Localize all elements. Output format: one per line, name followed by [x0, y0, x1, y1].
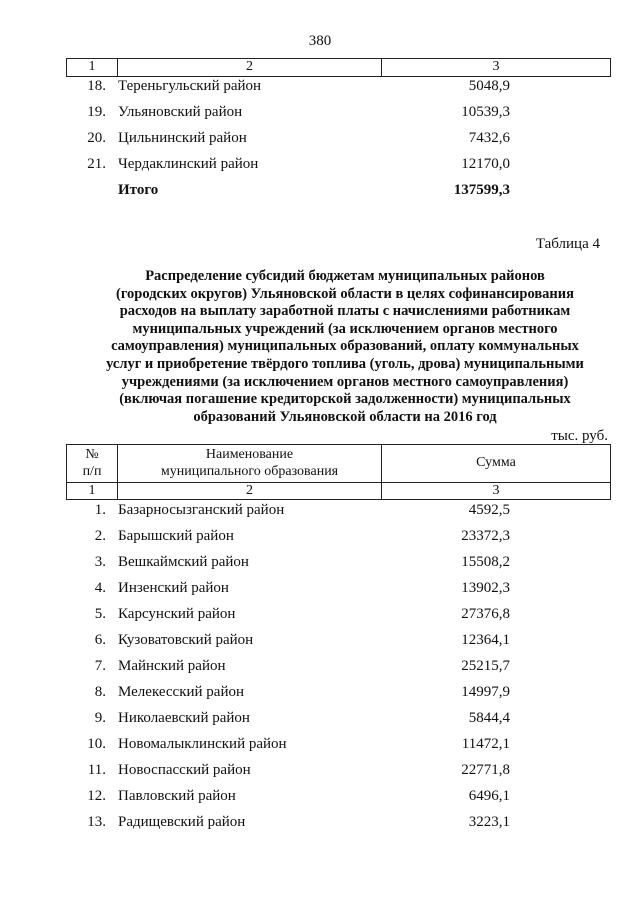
unit-label: тыс. руб. [551, 428, 608, 444]
row-value: 12170,0 [461, 156, 510, 172]
row-value: 13902,3 [461, 580, 510, 596]
total-value: 137599,3 [453, 182, 510, 198]
row-name: Чердаклинский район [118, 156, 259, 172]
table-row [0, 606, 640, 628]
table-row [0, 658, 640, 680]
row-number: 19. [87, 104, 106, 120]
row-number: 5. [94, 606, 106, 622]
row-number: 20. [87, 130, 106, 146]
row-number: 1. [94, 502, 106, 518]
row-name: Инзенский район [118, 580, 229, 596]
table-title [75, 268, 615, 426]
table-row [0, 130, 640, 152]
header-number-line1: № [85, 447, 99, 463]
title-line: учреждениями (за исключением органов местного самоуправления) [121, 373, 569, 390]
row-value: 7432,6 [468, 130, 510, 146]
numbering-col-1: 1 [67, 483, 118, 500]
row-name: Павловский район [118, 788, 236, 804]
table-row [0, 104, 640, 126]
header-number-line2: п/п [82, 463, 102, 479]
table-row [0, 156, 640, 178]
title-line: самоуправления) муниципальных образований, оплату коммунальных [111, 338, 579, 355]
row-number: 18. [87, 78, 106, 94]
row-number: 4. [94, 580, 106, 596]
row-name: Майнский район [118, 658, 226, 674]
table-row [0, 736, 640, 758]
table-row [0, 814, 640, 836]
top-header-col-3: 3 [382, 59, 611, 77]
table-row [0, 502, 640, 524]
title-line: Распределение субсидий бюджетам муниципальных районов [145, 268, 545, 284]
table-row [0, 788, 640, 810]
row-value: 4592,5 [468, 502, 510, 518]
row-number: 10. [87, 736, 106, 752]
top-table-header [66, 58, 611, 77]
table-row [0, 762, 640, 784]
row-value: 11472,1 [461, 736, 510, 752]
title-line: услуг и приобретение твёрдого топлива (уголь, дрова) муниципальными [106, 355, 584, 372]
row-value: 10539,3 [461, 104, 510, 120]
row-number: 13. [87, 814, 106, 830]
title-line: образований Ульяновской области на 2016 год [193, 408, 497, 425]
row-name: Барышский район [118, 528, 234, 544]
row-name: Тереньгульский район [118, 78, 262, 94]
top-header-col-2: 2 [118, 59, 382, 77]
title-line: расходов на выплату заработной платы с начислениями работникам [119, 303, 571, 320]
row-number: 6. [94, 632, 106, 648]
row-value: 5844,4 [468, 710, 510, 726]
table-label: Таблица 4 [535, 236, 600, 252]
title-line: муниципальных учреждений (за исключением органов местного [132, 320, 558, 337]
row-name: Кузоватовский район [118, 632, 254, 648]
row-number: 7. [94, 658, 106, 674]
row-name: Ульяновский район [118, 104, 243, 120]
row-value: 15508,2 [461, 554, 510, 570]
row-name: Вешкаймский район [118, 554, 249, 570]
row-value: 22771,8 [461, 762, 510, 778]
row-value: 14997,9 [461, 684, 510, 700]
header-number-cell [67, 445, 118, 483]
numbering-col-2: 2 [118, 483, 382, 500]
table-row [0, 78, 640, 100]
row-name: Новомалыклинский район [118, 736, 287, 752]
table-row [0, 684, 640, 706]
row-number: 9. [94, 710, 106, 726]
row-value: 27376,8 [461, 606, 510, 622]
total-label: Итого [118, 182, 159, 198]
table-row [0, 528, 640, 550]
row-number: 8. [94, 684, 106, 700]
row-value: 6496,1 [468, 788, 510, 804]
row-number: 2. [94, 528, 106, 544]
header-name-cell [118, 445, 382, 483]
row-name: Карсунский район [118, 606, 236, 622]
numbering-col-3: 3 [382, 483, 611, 500]
row-value: 23372,3 [461, 528, 510, 544]
row-name: Новоспасский район [118, 762, 251, 778]
row-name: Мелекесский район [118, 684, 245, 700]
row-value: 5048,9 [468, 78, 510, 94]
title-line: (городских округов) Ульяновской области в целях софинансирования [116, 285, 574, 302]
row-name: Базарносызганский район [118, 502, 285, 518]
header-name-line2: муниципального образования [160, 463, 339, 479]
header-sum-cell: Сумма [382, 445, 611, 483]
row-number: 21. [87, 156, 106, 172]
row-value: 12364,1 [461, 632, 510, 648]
title-line: (включая погашение кредиторской задолженности) муниципальных [119, 391, 571, 408]
table-row [0, 632, 640, 654]
row-number: 12. [87, 788, 106, 804]
total-row [0, 182, 640, 204]
row-name: Радищевский район [118, 814, 246, 830]
main-table-header [66, 444, 611, 500]
row-number: 3. [94, 554, 106, 570]
row-value: 3223,1 [468, 814, 510, 830]
row-name: Цильнинский район [118, 130, 247, 146]
row-name: Николаевский район [118, 710, 250, 726]
header-name-line1: Наименование [205, 447, 294, 463]
top-header-col-1: 1 [67, 59, 118, 77]
page-number: 380 [308, 33, 332, 49]
table-row [0, 580, 640, 602]
row-number: 11. [87, 762, 106, 778]
row-value: 25215,7 [461, 658, 510, 674]
table-row [0, 710, 640, 732]
table-row [0, 554, 640, 576]
